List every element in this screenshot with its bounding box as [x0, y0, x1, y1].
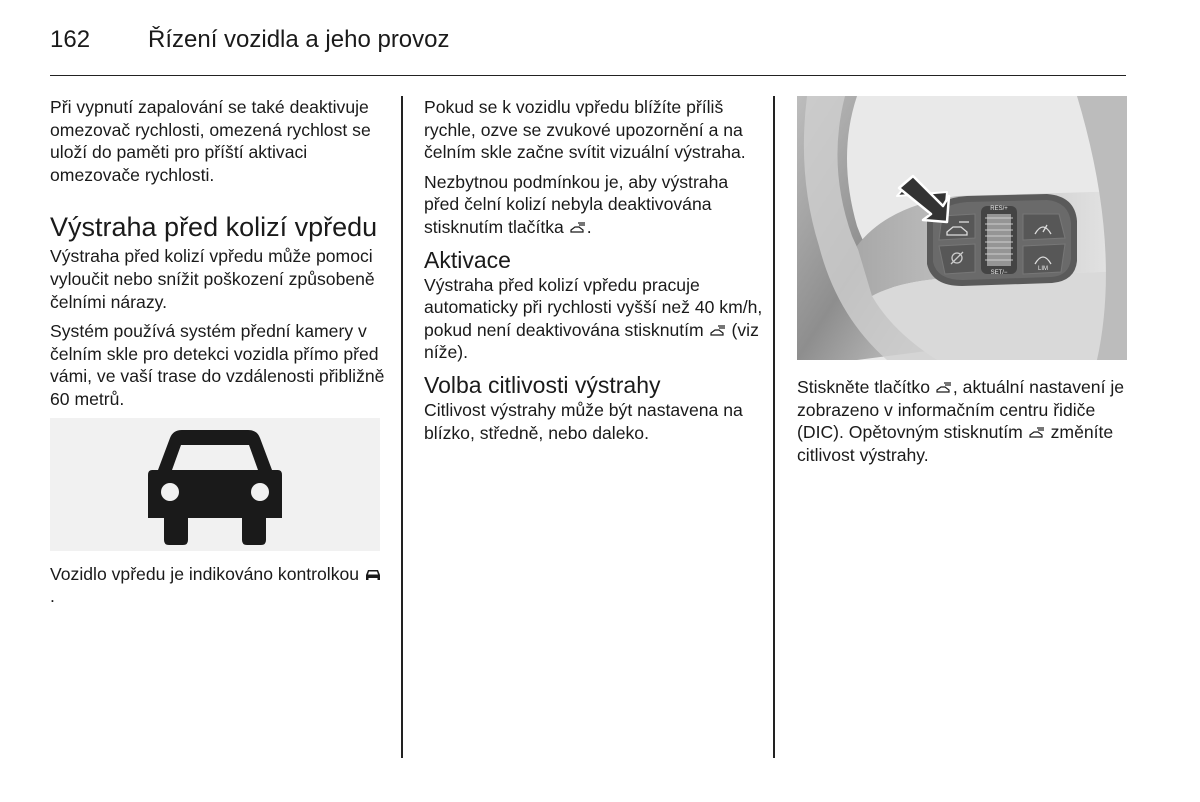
subheading-activation: Aktivace: [424, 246, 511, 273]
section-heading: Výstraha před kolizí vpředu: [50, 212, 378, 243]
paragraph: Stiskněte tlačítko , aktuální nastavení je zobrazeno v informačním centru řidiče (DIC). Opětovným stisknutím změníte citlivost výstrahy.: [797, 377, 1125, 465]
column-right: [797, 96, 1127, 473]
paragraph: Pokud se k vozidlu vpředu blížíte příliš rychle, ozve se zvukové upozornění a na čelním skle začne svítit vizuální výstraha.: [424, 97, 746, 163]
vehicle-ahead-icon: [50, 418, 380, 551]
collision-alert-button-icon: [1028, 426, 1046, 440]
collision-alert-button-icon: [709, 324, 727, 338]
paragraph: Výstraha před kolizí vpředu může pomoci vyloučit nebo snížit poškození způsobeně čelními nárazy.: [50, 246, 375, 312]
paragraph: Systém používá systém přední kamery v čelním skle pro detekci vozidla přímo před vámi, ve vaší trase do vzdálenosti přibližně 60 metrů.: [50, 321, 385, 409]
intro-paragraph: Při vypnutí zapalování se také deaktivuje omezovač rychlosti, omezená rychlost se uloží do paměti pro příští aktivaci omezovače rychlosti.: [50, 97, 371, 185]
chapter-title: Řízení vozidla a jeho provoz: [148, 26, 450, 53]
page-number: 162: [50, 26, 91, 53]
vehicle-ahead-figure: [50, 418, 380, 551]
column-middle: [424, 96, 764, 451]
collision-alert-button-icon: [935, 381, 953, 395]
collision-alert-button-icon: [569, 221, 587, 235]
paragraph: Výstraha před kolizí vpředu pracuje automaticky při rychlosti vyšší než 40 km/h, pokud není deaktivována stisknutím (viz níže).: [424, 274, 763, 363]
steering-wheel-figure: [797, 96, 1127, 360]
column-divider: [401, 96, 403, 758]
column-divider: [773, 96, 775, 758]
res-label: RES/+: [990, 206, 1008, 212]
paragraph: Nezbytnou podmínkou je, aby výstraha před čelní kolizí nebyla deaktivována stisknutím tlačítka .: [424, 171, 729, 237]
set-label: SET/−: [990, 270, 1008, 276]
figure-caption: Vozidlo vpředu je indikováno kontrolkou .: [50, 563, 385, 608]
page-header: [50, 26, 1126, 76]
steering-wheel-controls-illustration: [797, 96, 1127, 360]
column-left: [50, 96, 385, 615]
lim-label: LIM: [1037, 266, 1049, 272]
paragraph: Citlivost výstrahy může být nastavena na blízko, středně, nebo daleko.: [424, 399, 743, 443]
vehicle-ahead-indicator-icon: [364, 568, 382, 582]
subheading-sensitivity: Volba citlivosti výstrahy: [424, 371, 661, 398]
